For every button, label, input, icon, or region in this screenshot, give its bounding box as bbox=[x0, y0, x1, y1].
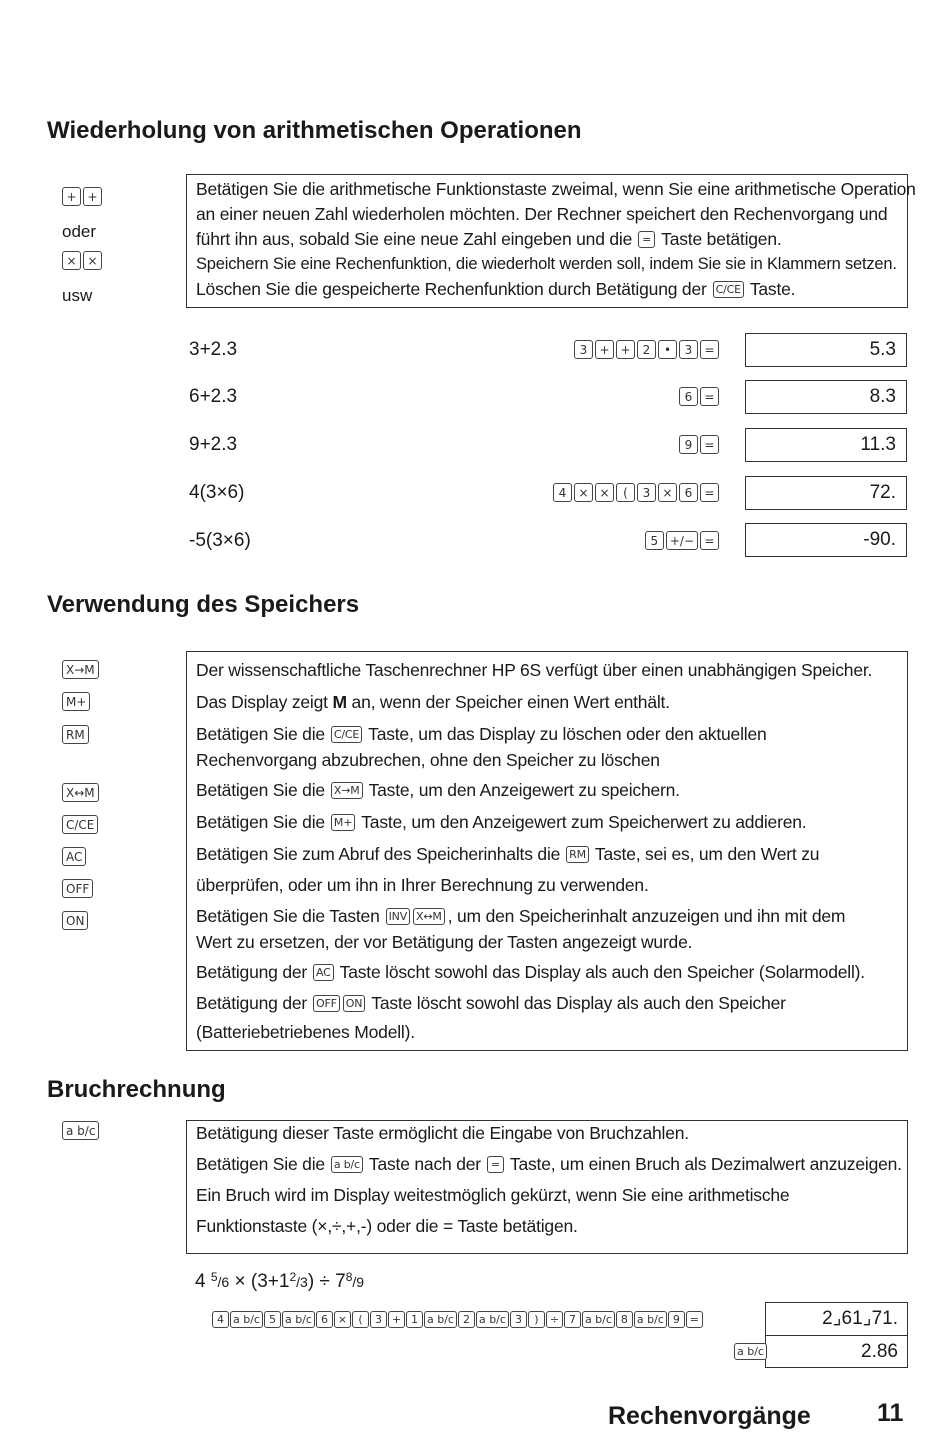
key: +/− bbox=[666, 531, 698, 550]
rm-key: RM bbox=[566, 846, 589, 863]
info-line: führt ihn aus, sobald Sie eine neue Zahl eingeben und die = Taste betätigen. bbox=[196, 229, 782, 249]
key: 6 bbox=[316, 1311, 333, 1328]
side-usw-label: usw bbox=[62, 286, 93, 305]
fraction-key: a b/c bbox=[331, 1156, 363, 1173]
info-line: Das Display zeigt M an, wenn der Speicher einen Wert enthält. bbox=[196, 692, 670, 712]
info-line: Betätigen Sie zum Abruf des Speicherinhalts die RM Taste, sei es, um den Wert zu bbox=[196, 844, 820, 864]
info-line: Betätigen Sie die X→M Taste, um den Anzeigewert zu speichern. bbox=[196, 780, 680, 800]
key: + bbox=[388, 1311, 405, 1328]
info-line: an einer neuen Zahl wiederholen möchten. Der Rechner speichert den Rechenvorgang und bbox=[196, 204, 888, 224]
section-title-fractions: Bruchrechnung bbox=[47, 1076, 226, 1103]
example-expression: -5(3×6) bbox=[189, 530, 251, 551]
key: • bbox=[658, 340, 677, 359]
repeat-info-box bbox=[186, 174, 916, 308]
key: 9 bbox=[679, 435, 698, 454]
example-result: 72. bbox=[745, 476, 907, 510]
info-line: (Batteriebetriebenes Modell). bbox=[196, 1022, 415, 1042]
key: 7 bbox=[564, 1311, 581, 1328]
key: 3 bbox=[679, 340, 698, 359]
side-keys-times bbox=[62, 251, 102, 270]
info-line: Rechenvorgang abzubrechen, ohne den Speicher zu löschen bbox=[196, 750, 660, 770]
page-number: 11 bbox=[877, 1399, 904, 1427]
info-line: Betätigen Sie die Tasten INV X↔M , um den Speicherinhalt anzuzeigen und ihn mit dem bbox=[196, 906, 846, 926]
info-line: Betätigung der AC Taste löscht sowohl das Display als auch den Speicher (Solarmodell). bbox=[196, 962, 865, 982]
info-line: Betätigen Sie die M+ Taste, um den Anzeigewert zum Speicherwert zu addieren. bbox=[196, 812, 807, 832]
example-keys bbox=[679, 387, 719, 406]
footer-title: Rechenvorgänge bbox=[608, 1402, 811, 1430]
key: = bbox=[700, 340, 719, 359]
key: ÷ bbox=[546, 1311, 563, 1328]
example-result: 11.3 bbox=[745, 428, 907, 462]
clear-key: C/CE bbox=[331, 726, 362, 743]
on-key: ON bbox=[62, 911, 88, 930]
times-key: × bbox=[83, 251, 102, 270]
info-line: Betätigen Sie die a b/c Taste nach der = Taste, um einen Bruch als Dezimalwert anzuzeigen. bbox=[196, 1154, 902, 1174]
key: ( bbox=[616, 483, 635, 502]
info-line: überprüfen, oder um ihn in Ihrer Berechnung zu verwenden. bbox=[196, 875, 649, 895]
m-plus-key: M+ bbox=[62, 692, 90, 711]
example-result: -90. bbox=[745, 523, 907, 557]
example-expression: 4(3×6) bbox=[189, 482, 245, 503]
info-line: Wert zu ersetzen, der vor Betätigung der Tasten angezeigt wurde. bbox=[196, 932, 693, 952]
info-line: Betätigung dieser Taste ermöglicht die Eingabe von Bruchzahlen. bbox=[196, 1123, 689, 1143]
key: × bbox=[658, 483, 677, 502]
on-key: ON bbox=[343, 995, 366, 1012]
key: 6 bbox=[679, 483, 698, 502]
fraction-info-box bbox=[186, 1120, 908, 1254]
fraction-key: a b/c bbox=[476, 1311, 509, 1328]
side-oder-label: oder bbox=[62, 222, 97, 241]
fraction-key: a b/c bbox=[62, 1121, 99, 1140]
ac-key: AC bbox=[62, 847, 86, 866]
example-keys bbox=[679, 435, 719, 454]
key: = bbox=[700, 435, 719, 454]
section-title-repeat-operations: Wiederholung von arithmetischen Operationen bbox=[47, 117, 582, 144]
key: 1 bbox=[406, 1311, 423, 1328]
example-result: 8.3 bbox=[745, 380, 907, 414]
plus-key: + bbox=[83, 187, 102, 206]
rm-key: RM bbox=[62, 725, 89, 744]
fraction-key: a b/c bbox=[634, 1311, 667, 1328]
section-title-memory: Verwendung des Speichers bbox=[47, 591, 360, 618]
example-expression: 9+2.3 bbox=[189, 434, 238, 455]
key: 2 bbox=[458, 1311, 475, 1328]
example-expression: 3+2.3 bbox=[189, 339, 238, 360]
example-keys bbox=[574, 340, 719, 359]
fraction-result-box bbox=[765, 1302, 908, 1368]
fraction-key-sequence bbox=[212, 1311, 703, 1328]
key: 8 bbox=[616, 1311, 633, 1328]
key: × bbox=[595, 483, 614, 502]
x-to-m-key: X→M bbox=[331, 782, 363, 799]
key: 3 bbox=[637, 483, 656, 502]
key: 4 bbox=[553, 483, 572, 502]
key: 3 bbox=[574, 340, 593, 359]
decimal-result: 2.86 bbox=[861, 1341, 898, 1362]
key: = bbox=[700, 387, 719, 406]
off-key: OFF bbox=[62, 879, 93, 898]
fraction-expression: 4 $^5/6 \times (3+1^2/3) \div 7^8/9$ bbox=[195, 1270, 365, 1292]
example-expression: 6+2.3 bbox=[189, 386, 238, 407]
key: 5 bbox=[645, 531, 664, 550]
info-line: Funktionstaste (×,÷,+,-) oder die = Taste betätigen. bbox=[196, 1216, 578, 1236]
key: 3 bbox=[370, 1311, 387, 1328]
clear-key: C/CE bbox=[713, 281, 744, 298]
fraction-key: a b/c bbox=[230, 1311, 263, 1328]
info-line: Betätigen Sie die C/CE Taste, um das Display zu löschen oder den aktuellen bbox=[196, 724, 767, 744]
key: + bbox=[595, 340, 614, 359]
clear-key: C/CE bbox=[62, 815, 98, 834]
key: ) bbox=[528, 1311, 545, 1328]
fraction-result: 2⌟61⌟71. bbox=[766, 1303, 907, 1336]
key: 4 bbox=[212, 1311, 229, 1328]
memory-info-box bbox=[186, 651, 908, 1051]
plus-key: + bbox=[62, 187, 81, 206]
key: 9 bbox=[668, 1311, 685, 1328]
info-line: Ein Bruch wird im Display weitestmöglich gekürzt, wenn Sie eine arithmetische bbox=[196, 1185, 790, 1205]
fraction-key: a b/c bbox=[282, 1311, 315, 1328]
key: 3 bbox=[510, 1311, 527, 1328]
example-keys bbox=[645, 531, 719, 550]
example-keys bbox=[553, 483, 719, 502]
info-line: Speichern Sie eine Rechenfunktion, die wiederholt werden soll, indem Sie sie in Klammern setzen. bbox=[196, 255, 897, 273]
key: = bbox=[700, 531, 719, 550]
side-keys-plus bbox=[62, 187, 102, 206]
fraction-key: a b/c bbox=[424, 1311, 457, 1328]
fraction-key: a b/c bbox=[734, 1343, 767, 1360]
fraction-key: a b/c bbox=[582, 1311, 615, 1328]
m-plus-key: M+ bbox=[331, 814, 355, 831]
x-swap-m-key: X↔M bbox=[62, 783, 99, 802]
info-line: Betätigen Sie die arithmetische Funktionstaste zweimal, wenn Sie eine arithmetische Operation bbox=[196, 179, 916, 199]
key: + bbox=[616, 340, 635, 359]
equals-key: = bbox=[638, 231, 655, 248]
info-line: Betätigung der OFF ON Taste löscht sowohl das Display als auch den Speicher bbox=[196, 993, 786, 1013]
key: = bbox=[700, 483, 719, 502]
key: ( bbox=[352, 1311, 369, 1328]
off-key: OFF bbox=[313, 995, 340, 1012]
info-line: Der wissenschaftliche Taschenrechner HP 6S verfügt über einen unabhängigen Speicher. bbox=[196, 660, 873, 680]
key: × bbox=[334, 1311, 351, 1328]
x-swap-m-key: X↔M bbox=[413, 908, 445, 925]
ac-key: AC bbox=[313, 964, 334, 981]
x-to-m-key: X→M bbox=[62, 660, 99, 679]
key: 5 bbox=[264, 1311, 281, 1328]
equals-key: = bbox=[487, 1156, 504, 1173]
key: 2 bbox=[637, 340, 656, 359]
times-key: × bbox=[62, 251, 81, 270]
key: 6 bbox=[679, 387, 698, 406]
key: × bbox=[574, 483, 593, 502]
example-result: 5.3 bbox=[745, 333, 907, 367]
equals-key: = bbox=[686, 1311, 703, 1328]
inv-key: INV bbox=[386, 908, 410, 925]
info-line: Löschen Sie die gespeicherte Rechenfunktion durch Betätigung der C/CE Taste. bbox=[196, 279, 796, 299]
